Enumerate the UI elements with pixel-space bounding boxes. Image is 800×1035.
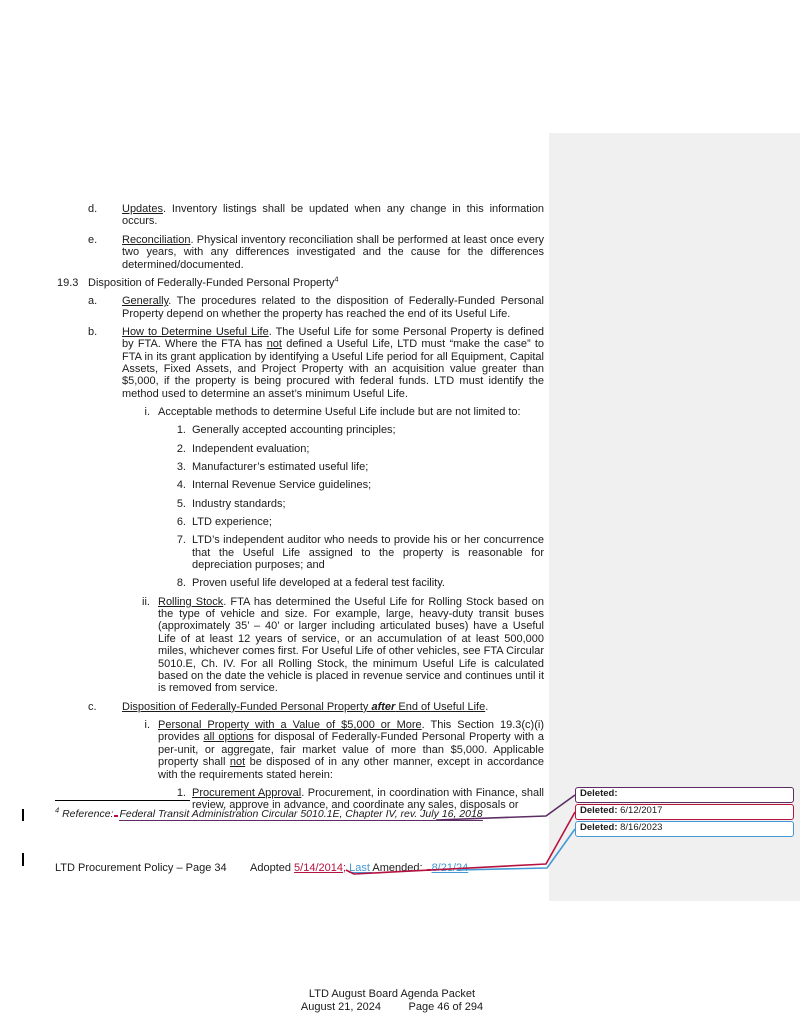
deleted-comment-balloon [575, 804, 794, 820]
list-label: 2. [176, 442, 186, 455]
footnote: $^4$ Reference: Federal Transit Administration Circular 5010.1E, Chapter IV, rev. July 16, 2018 [55, 805, 483, 820]
footer-adopted-amended: Adopted 5/14/2014; Last Amended: 8/21/24 [250, 862, 469, 874]
list-label: 1. [176, 786, 186, 799]
list-item-4 [55, 479, 544, 491]
deleted-label: Deleted: [580, 822, 618, 833]
section-heading-19-3 [55, 274, 544, 289]
para-text: Reconciliation. Physical inventory reconciliation shall be performed at least once every two years, with any differences investigated and the cause for the differences determined/documented. [122, 233, 544, 271]
list-label: 6. [176, 515, 186, 528]
para-text: LTD experience; [192, 515, 272, 528]
footnote-divider [55, 800, 190, 801]
deleted-label: Deleted: [580, 805, 618, 816]
para-text: Disposition of Federally-Funded Personal Property$^4$ [88, 274, 339, 289]
packet-footer-line1: LTD August Board Agenda Packet [308, 988, 476, 1000]
para-text: Acceptable methods to determine Useful Life include but are not limited to: [158, 406, 521, 419]
para-text: How to Determine Useful Life. The Useful Life for some Personal Property is defined by FTA. Where the FTA has not defined a Useful Life, LTD must “make the case” to FTA in its grant application by identifying a Useful Life period for all Equipment, Capital Assets, Fixed Assets, and Project Property with an acquisition value greater than $5,000, if the property is being procured with federal funds. LTD must identify the method used to determine an asset’s minimum Useful Life. [122, 325, 545, 400]
deleted-value: 8/16/2023 [620, 822, 663, 833]
list-label: 7. [176, 534, 186, 547]
para-how-to-determine [55, 326, 544, 400]
list-label: c. [88, 700, 97, 713]
list-label: i. [144, 406, 150, 419]
list-label: i. [144, 719, 150, 732]
para-text: Procurement Approval. Procurement, in coordination with Finance, shall review, approve in advance, and coordinate any sales, disposals or [192, 786, 544, 812]
para-personal-property-5000 [55, 719, 544, 781]
para-text: Industry standards; [192, 497, 286, 510]
deleted-label: Deleted: [580, 788, 618, 799]
list-label: 3. [176, 461, 186, 474]
para-text: Disposition of Federally-Funded Personal Property after End of Useful Life. [122, 700, 489, 713]
list-label: d. [88, 203, 98, 215]
para-disposition-after [55, 701, 544, 713]
list-item-6 [55, 516, 544, 528]
markup-margin-area [549, 133, 800, 901]
deleted-comment-balloon [575, 821, 794, 837]
list-label: a. [88, 295, 98, 308]
para-acceptable-methods [55, 406, 544, 418]
para-updates [55, 203, 544, 228]
list-label: e. [88, 233, 98, 246]
list-item-2 [55, 443, 544, 455]
para-text: Generally. The procedures related to the disposition of Federally-Funded Personal Property depend on whether the property has reached the end of its Useful Life. [122, 295, 544, 320]
para-text: Updates. Inventory listings shall be updated when any change in this information occurs. [122, 203, 544, 228]
para-text: Manufacturer’s estimated useful life; [192, 461, 369, 474]
list-item-7 [55, 534, 544, 571]
para-text: Personal Property with a Value of $5,000 or More. This Section 19.3(c)(i) provides all options for disposal of Federally-Funded Personal Property with a per-unit, or aggregate, fair market value of more than $5,000. Applicable property shall not be disposed of in any other manner, except in accordance with the requirements stated herein: [158, 719, 544, 781]
para-text: Rolling Stock. FTA has determined the Useful Life for Rolling Stock based on the type of vehicle and size. For example, large, heavy-duty transit buses (approximately 35’ – 40’ or larger including articulated buses) have a Useful Life of at least 12 years of service, or an accumulation of at least 500,000 miles, whichever comes first. For Useful Life of other vehicles, see FTA Circular 5010.E, Ch. IV. For all Rolling Stock, the minimum Useful Life is calculated based on the date the vehicle is placed in revenue service and continues until it is removed from service. [158, 595, 544, 695]
para-generally [55, 295, 544, 320]
list-item-5 [55, 498, 544, 510]
section-number: 19.3 [57, 276, 79, 289]
list-label: 5. [176, 497, 186, 510]
para-text: Proven useful life developed at a federal test facility. [192, 577, 445, 590]
deleted-value: 6/12/2017 [620, 805, 663, 816]
para-text: Internal Revenue Service guidelines; [192, 479, 372, 492]
list-label: b. [88, 325, 98, 338]
agenda-packet-footer [0, 988, 784, 1014]
list-item-3 [55, 461, 544, 473]
list-label: 8. [176, 577, 186, 590]
deleted-comment-balloon [575, 787, 794, 803]
packet-footer-line2: August 21, 2024 Page 46 of 294 [300, 1001, 484, 1013]
list-label: 4. [176, 479, 186, 492]
list-label: 1. [176, 424, 186, 437]
para-text: Generally accepted accounting principles; [192, 424, 396, 437]
para-rolling-stock [55, 596, 544, 695]
para-text: Independent evaluation; [192, 442, 310, 455]
para-reconciliation [55, 234, 544, 271]
list-item-1 [55, 424, 544, 436]
document-body [55, 203, 544, 818]
footer-policy-page: LTD Procurement Policy – Page 34 [55, 862, 227, 874]
para-text: LTD’s independent auditor who needs to provide his or her concurrence that the Useful Life assigned to the property is reasonable for depreciation purposes; and [192, 534, 544, 572]
list-item-8 [55, 577, 544, 589]
change-bar [22, 853, 24, 866]
list-label: ii. [142, 595, 150, 608]
change-bar [22, 809, 24, 821]
